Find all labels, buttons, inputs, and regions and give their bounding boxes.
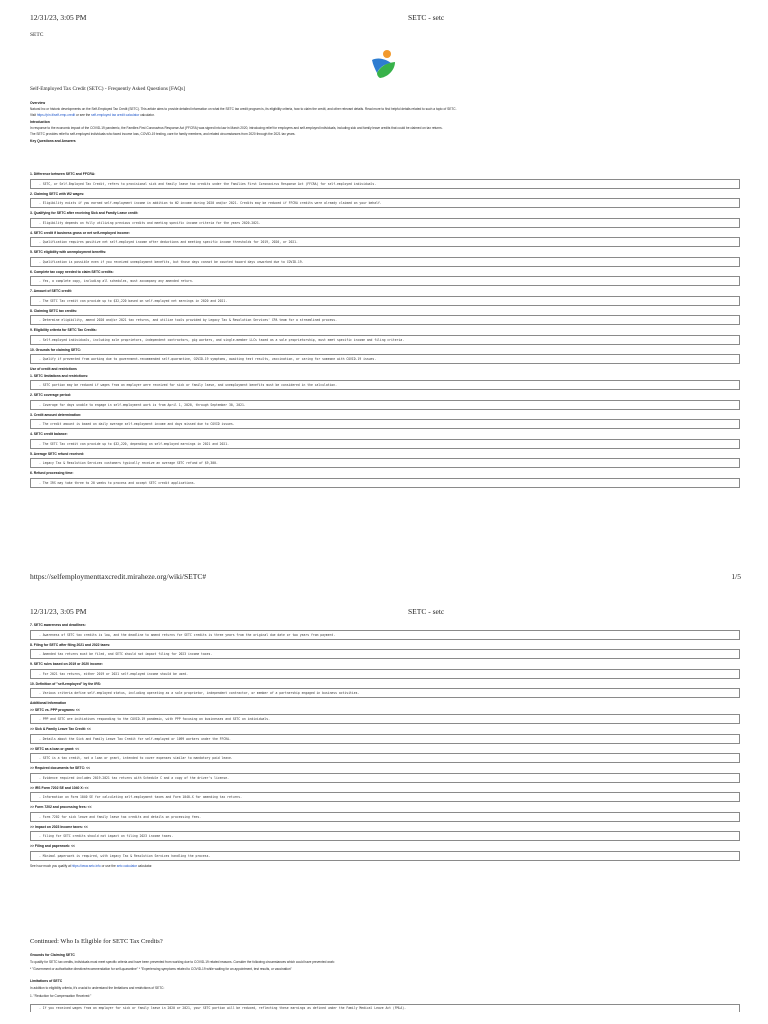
continued-heading: Continued: Who Is Eligible for SETC Tax Credits?	[30, 938, 163, 945]
print-title-header-page2: SETC - setc	[408, 607, 445, 616]
limitations-answer-box: - If you received wages from an employer for sick or family leave in 2020 or 2021, your SETC portion will be reduced, reflecting these earnings as defined under the Family Medical Leave Act (FMLA).	[30, 1004, 740, 1012]
faq-answer-box: - Self-employed individuals, including sole proprietors, independent contractors, gig workers, and single-member LLCs taxed as a sole proprietorship, must meet specific income and filing criteria.	[30, 335, 740, 345]
see-more-suffix: calculator.	[137, 863, 153, 868]
visit-prefix: Visit	[30, 113, 36, 118]
faq-question: 2. SETC coverage period:	[30, 393, 72, 397]
see-more-link-1[interactable]: https://www.setc.info	[71, 863, 101, 868]
faq-question: 8. Claiming SETC tax credits:	[30, 308, 78, 313]
faq-item	[30, 250, 740, 267]
faq-question: 5. SETC eligibility with unemployment benefits:	[30, 250, 107, 254]
faq-answer-box: - The credit amount is based on daily average self-employment income and days missed due to COVID issues.	[30, 419, 740, 429]
faq-question: 6. Complete tax copy needed to claim SETC credits:	[30, 269, 114, 274]
faq-item	[30, 708, 740, 725]
visit-link-1[interactable]: https://pin.it/self-emp-credit	[36, 113, 76, 118]
faq-answer-box: - Eligibility exists if you earned self-employment income in addition to W2 income during 2020 and/or 2021. Credits may be reduced if FFCRA credits were already claimed on your behalf.	[30, 198, 740, 208]
faq-item	[30, 747, 740, 764]
faq-list-page2	[30, 623, 740, 868]
faq-item	[30, 328, 740, 345]
faq-question: 3. Credit amount determination:	[30, 412, 82, 417]
faq-question: >> SETC vs. PPP programs: <<	[30, 707, 80, 712]
key-questions-heading: Key Questions and Answers	[30, 138, 76, 143]
faq-answer-box: - Eligibility depends on fully utilizing previous credits and meeting specific income criteria for the years 2020-2021.	[30, 218, 740, 228]
print-date-header: 12/31/23, 3:05 PM	[30, 13, 87, 22]
faq-answer-box: - Various criteria define self-employed status, including operating as a sole proprietor, independent contractor, or member of a partnership engaged in business activities.	[30, 688, 740, 698]
faq-answer-box: - Qualification requires positive net self-employed income after deductions and meeting specific income thresholds for 2019, 2020, or 2021.	[30, 237, 740, 247]
grounds-section	[30, 953, 740, 1012]
faq-answer-box: - Filing for SETC credits should not impact on filing 2023 income taxes.	[30, 831, 740, 841]
faq-item	[30, 270, 740, 287]
see-more-prefix: See how much you qualify at	[30, 863, 71, 868]
faq-answer-box: - SETC is a tax credit, not a loan or grant, intended to cover expenses similar to mandatory paid leave.	[30, 753, 740, 763]
faq-item	[30, 643, 740, 660]
see-more-link-2[interactable]: setc calculator	[116, 863, 138, 868]
faq-list-page1	[30, 172, 740, 491]
introduction-heading: Introduction	[30, 120, 50, 125]
faq-answer-box: - The IRS may take three to 20 weeks to process and accept SETC credit applications.	[30, 478, 740, 488]
faq-question: 10. Definition of "self-employed" by the IRS:	[30, 681, 102, 686]
faq-question: >> SETC as a loan or grant: <<	[30, 746, 80, 751]
faq-question: 3. Qualifying for SETC after receiving Sick and Family Leave credit:	[30, 211, 139, 215]
faq-item	[30, 172, 740, 189]
faq-item	[30, 393, 740, 410]
faq-question: 6. Refund processing time:	[30, 471, 74, 475]
faq-answer-box: - The SETC Tax credit can provide up to $32,220, depending on self-employed earnings in 2021 and 2021.	[30, 439, 740, 449]
faq-answer-box: - Yes, a complete copy, including all schedules, must accompany any amended return.	[30, 276, 740, 286]
faq-question: >> Sick & Family Leave Tax Credit: <<	[30, 727, 91, 731]
print-date-header-page2: 12/31/23, 3:05 PM	[30, 607, 87, 616]
faq-answer-box: - Evidence required includes 2019-2021 tax returns with Schedule C and a copy of the driver's license.	[30, 773, 740, 783]
introduction-text-2: The SETC provides relief to self-employed individuals who faced income loss, COVID-19 testing, care for family members, and related circumstances from 2020 through the 2021 tax years.	[30, 131, 296, 136]
overview-section	[30, 101, 740, 143]
faq-item	[30, 825, 740, 842]
overview-heading: Overview	[30, 101, 46, 105]
faq-question: 5. Average SETC refund received:	[30, 451, 85, 456]
faq-item	[30, 452, 740, 469]
restrictions-heading: Use of credit and restrictions	[30, 367, 77, 371]
faq-item	[30, 662, 740, 679]
faq-answer-box: - Qualify if prevented from working due to government-recommended self-quarantine, COVID-19 symptoms, awaiting test results, vaccination, or caring for someone with COVID-19 issues.	[30, 354, 740, 364]
faq-question: >> Filing and paperwork: <<	[30, 844, 76, 848]
faq-question: 7. Amount of SETC credit:	[30, 289, 72, 293]
faq-question: 7. SETC awareness and deadlines:	[30, 623, 86, 627]
faq-answer-box: - Form 7202 for sick leave and family leave tax credits and details on processing fees.	[30, 812, 740, 822]
faq-item	[30, 786, 740, 803]
faq-question: 9. SETC rules based on 2019 or 2020 income:	[30, 662, 103, 666]
introduction-text-1: In response to the economic impact of the COVID-19 pandemic, the Families First Coronavirus Response Act (FFCRA) was signed into law in March 2020, introducing relief for employers and self-employed individuals, including sick and family leave credits that could be claimed on tax returns.	[30, 126, 443, 131]
additional-info-heading: Additional Information	[30, 701, 67, 705]
faq-item	[30, 623, 740, 640]
faq-item	[30, 682, 740, 699]
footer-page-number: 1/5	[731, 572, 741, 581]
grounds-heading: Grounds for Claiming SETC	[30, 953, 75, 957]
faq-item	[30, 211, 740, 228]
faq-answer-box: - Details about the Sick and Family Leave Tax Credit for self-employed or 1099 workers under the FFCRA.	[30, 734, 740, 744]
faq-question: 1. SETC limitations and restrictions:	[30, 373, 89, 378]
faq-answer-box: - Information on Form 1040 SE for calculating self-employment taxes and Form 1040-X for amending tax returns.	[30, 792, 740, 802]
faq-answer-box: - Amended tax returns must be filed, and SETC should not impact filing for 2023 income taxes.	[30, 649, 740, 659]
faq-answer-box: - Determine eligibility, amend 2020 and/or 2021 tax returns, and utilize tools provided by Legacy Tax & Resolution Services' CPA team for a streamlined process.	[30, 315, 740, 325]
faq-question: >> Form 7202 and processing fees: <<	[30, 805, 92, 809]
faq-item	[30, 374, 740, 391]
faq-item	[30, 727, 740, 744]
faq-item	[30, 471, 740, 488]
faq-question: 9. Eligibility criteria for SETC Tax Credits:	[30, 328, 97, 332]
faq-item	[30, 432, 740, 449]
visit-link-2[interactable]: self-employed tax credit calculator	[91, 113, 140, 118]
faq-question: 4. SETC credit if business gross or net self-employed income:	[30, 230, 130, 235]
faq-answer-box: - Awareness of SETC tax credits is low, and the deadline to amend returns for SETC credits is three years from the original due date or two years from payment.	[30, 630, 740, 640]
site-logo[interactable]	[366, 46, 402, 82]
faq-question: >> Impact on 2023 Income taxes: <<	[30, 824, 88, 829]
faq-answer-box: - SETC portion may be reduced if wages from an employer were received for sick or family leave, and unemployment benefits must be considered in the calculation.	[30, 380, 740, 390]
faq-answer-box: - For 2021 tax returns, either 2019 or 2021 self-employed income should be used.	[30, 669, 740, 679]
faq-item	[30, 413, 740, 430]
page-title: Self-Employed Tax Credit (SETC) - Frequently Asked Questions [FAQs]	[30, 86, 186, 92]
faq-question: 1. Difference between SETC and FFCRA:	[30, 172, 96, 176]
faq-answer-box: - Legacy Tax & Resolution Services customers typically receive an average SETC refund of $9,300.	[30, 458, 740, 468]
limitations-heading: Limitations of SETC	[30, 979, 63, 984]
limitations-text-1: In addition to eligibility criteria, it's crucial to understand the limitations and restrictions of SETC:	[30, 986, 165, 991]
grounds-text-1: To qualify for SETC tax credits, individuals must meet specific criteria and have been prevented from working due to COVID-19 related reasons. Consider the following circumstances which could have prevented work:	[30, 960, 335, 964]
faq-answer-box: - The SETC Tax credit can provide up to $32,220 based on self-employed net earnings in 2020 and 2021.	[30, 296, 740, 306]
faq-item	[30, 805, 740, 822]
faq-answer-box: - Minimal paperwork is required, with Legacy Tax & Resolution Services handling the process.	[30, 851, 740, 861]
faq-item	[30, 231, 740, 248]
faq-question: 4. SETC credit balance:	[30, 432, 68, 436]
faq-item	[30, 309, 740, 326]
visit-suffix: calculator.	[140, 113, 155, 118]
faq-answer-box: - SETC, or Self-Employed Tax Credit, refers to provisional sick and family leave tax credits under the Families First Coronavirus Response Act (FFCRA) for self-employed individuals.	[30, 179, 740, 189]
faq-item	[30, 192, 740, 209]
faq-item	[30, 289, 740, 306]
footer-url: https://selfemploymenttaxcredit.miraheze.org/wiki/SETC#	[30, 572, 207, 581]
see-more-mid: or use the	[101, 863, 116, 868]
faq-answer-box: - Qualification is possible even if you received unemployment benefits, but those days cannot be counted toward days unworked due to COVID-19.	[30, 257, 740, 267]
faq-question: 2. Claiming SETC with W2 wages:	[30, 191, 85, 196]
faq-item	[30, 348, 740, 365]
faq-answer-box: - PPP and SETC are initiatives responding to the COVID-19 pandemic, with PPP focusing on businesses and SETC on individuals.	[30, 714, 740, 724]
grounds-text-2: * "Government or authoritative directive/recommendation for self-quarantine" * "Experiencing symptoms related to COVID-19 while waiting for an appointment, test results, or vaccination"	[30, 967, 292, 972]
overview-text: Natural Inc or historic developments on the Self-Employed Tax Credit (SETC). This article aims to provide detailed information on what the SETC tax credit program is, its eligibility criteria, how to claim the credit, and other relevant details. Read more to find helpful details related to such a topic of SETC.	[30, 107, 457, 111]
faq-question: >> Required documents for SETC: <<	[30, 766, 91, 770]
faq-answer-box: - Coverage for days unable to engage in self-employment work is from April 1, 2020, through September 30, 2021.	[30, 400, 740, 410]
see-more-line	[30, 864, 740, 868]
faq-question: >> IRS Form 7202 SE and 1040 X: <<	[30, 785, 89, 790]
faq-item	[30, 766, 740, 783]
faq-question: 8. Filing for SETC after filing 2021 and 2022 taxes:	[30, 642, 111, 647]
faq-item	[30, 844, 740, 861]
faq-question: 10. Grounds for claiming SETC:	[30, 347, 82, 352]
site-label: SETC	[30, 32, 44, 38]
visit-mid: or see the	[76, 113, 91, 118]
limitations-text-2: 1. "Reduction for Compensation Received:"	[30, 993, 92, 998]
visit-line	[30, 113, 740, 117]
print-title-header: SETC - setc	[408, 13, 445, 22]
